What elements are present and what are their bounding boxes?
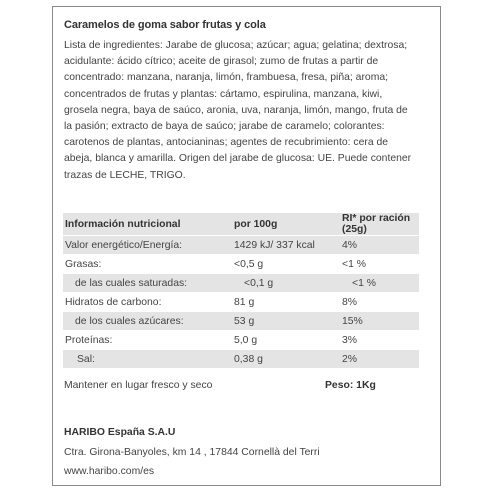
nutrition-header-ri: RI* por ración (25g) — [340, 213, 419, 236]
nutrition-header-per100: por 100g — [232, 213, 340, 236]
ingredients-line: carotenos de plantas, antocianinas; agentes de recubrimiento: cera de — [64, 137, 389, 149]
nutrient-label: Valor energético/Energía: — [63, 236, 232, 255]
ingredients-line: trazas de LECHE, TRIGO. — [64, 169, 186, 181]
nutrition-row-salt — [63, 350, 419, 369]
company-address: Ctra. Girona-Banyoles, km 14 , 17844 Cornellà del Terri — [64, 447, 320, 458]
nutrient-per100: 5,0 g — [232, 331, 340, 350]
nutrient-label: Proteínas: — [63, 331, 232, 350]
nutrient-ri: <1 % — [340, 274, 419, 293]
ingredients-line: concentrados de frutas y plantas: cártamo, espirulina, manzana, kiwi, — [64, 88, 383, 100]
nutrient-ri: 15% — [340, 312, 419, 331]
ingredients-line: grosela negra, baya de saúco, aronia, uva, naranja, limón, mango, fruta de — [64, 104, 408, 116]
nutrition-row-carbs — [63, 293, 419, 312]
nutrient-label: de los cuales azúcares: — [63, 312, 232, 331]
ingredients-line: la pasión; extracto de baya de saúco; jarabe de caramelo; colorantes: — [64, 121, 385, 133]
ingredients-line: concentrado: manzana, naranja, limón, frambuesa, fresa, piña; aroma; — [64, 72, 389, 84]
nutrient-ri: 8% — [340, 293, 419, 312]
nutrient-label: Hidratos de carbono: — [63, 293, 232, 312]
nutrient-per100: 1429 kJ/ 337 kcal — [232, 236, 340, 255]
nutrient-ri: 3% — [340, 331, 419, 350]
nutrition-header-label: Información nutricional — [63, 213, 232, 236]
nutrient-per100: <0,5 g — [232, 255, 340, 274]
ingredients-list — [64, 38, 424, 184]
product-title: Caramelos de goma sabor frutas y cola — [64, 19, 266, 31]
nutrition-row-sugars — [63, 312, 419, 331]
nutrient-per100: <0,1 g — [232, 274, 340, 293]
nutrient-per100: 81 g — [232, 293, 340, 312]
nutrition-row-saturated — [63, 274, 419, 293]
ingredients-line: abeja, blanca y amarilla. Origen del jarabe de glucosa: UE. Puede contener — [64, 153, 412, 165]
nutrient-label: Grasas: — [63, 255, 232, 274]
nutrient-label: Sal: — [63, 350, 232, 369]
company-name: HARIBO España S.A.U — [64, 427, 176, 438]
nutrient-label: de las cuales saturadas: — [63, 274, 232, 293]
nutrition-row-energy — [63, 236, 419, 255]
nutrition-header-row — [63, 213, 419, 236]
company-website: www.haribo.com/es — [64, 466, 155, 477]
nutrient-ri: 4% — [340, 236, 419, 255]
nutrition-table — [63, 213, 419, 369]
nutrition-row-protein — [63, 331, 419, 350]
nutrition-row-fat — [63, 255, 419, 274]
ingredients-line: Lista de ingredientes: Jarabe de glucosa; azúcar; agua; gelatina; dextrosa; — [64, 40, 408, 51]
nutrient-per100: 0,38 g — [232, 350, 340, 369]
storage-instructions: Mantener en lugar fresco y seco — [64, 380, 213, 391]
nutrient-ri: 2% — [340, 350, 419, 369]
net-weight: Peso: 1Kg — [325, 380, 376, 391]
nutrient-per100: 53 g — [232, 312, 340, 331]
ingredients-line: acidulante: ácido cítrico; aceite de girasol; zumo de frutas a partir de — [64, 56, 379, 68]
label-frame — [52, 6, 441, 486]
nutrient-ri: <1 % — [340, 255, 419, 274]
